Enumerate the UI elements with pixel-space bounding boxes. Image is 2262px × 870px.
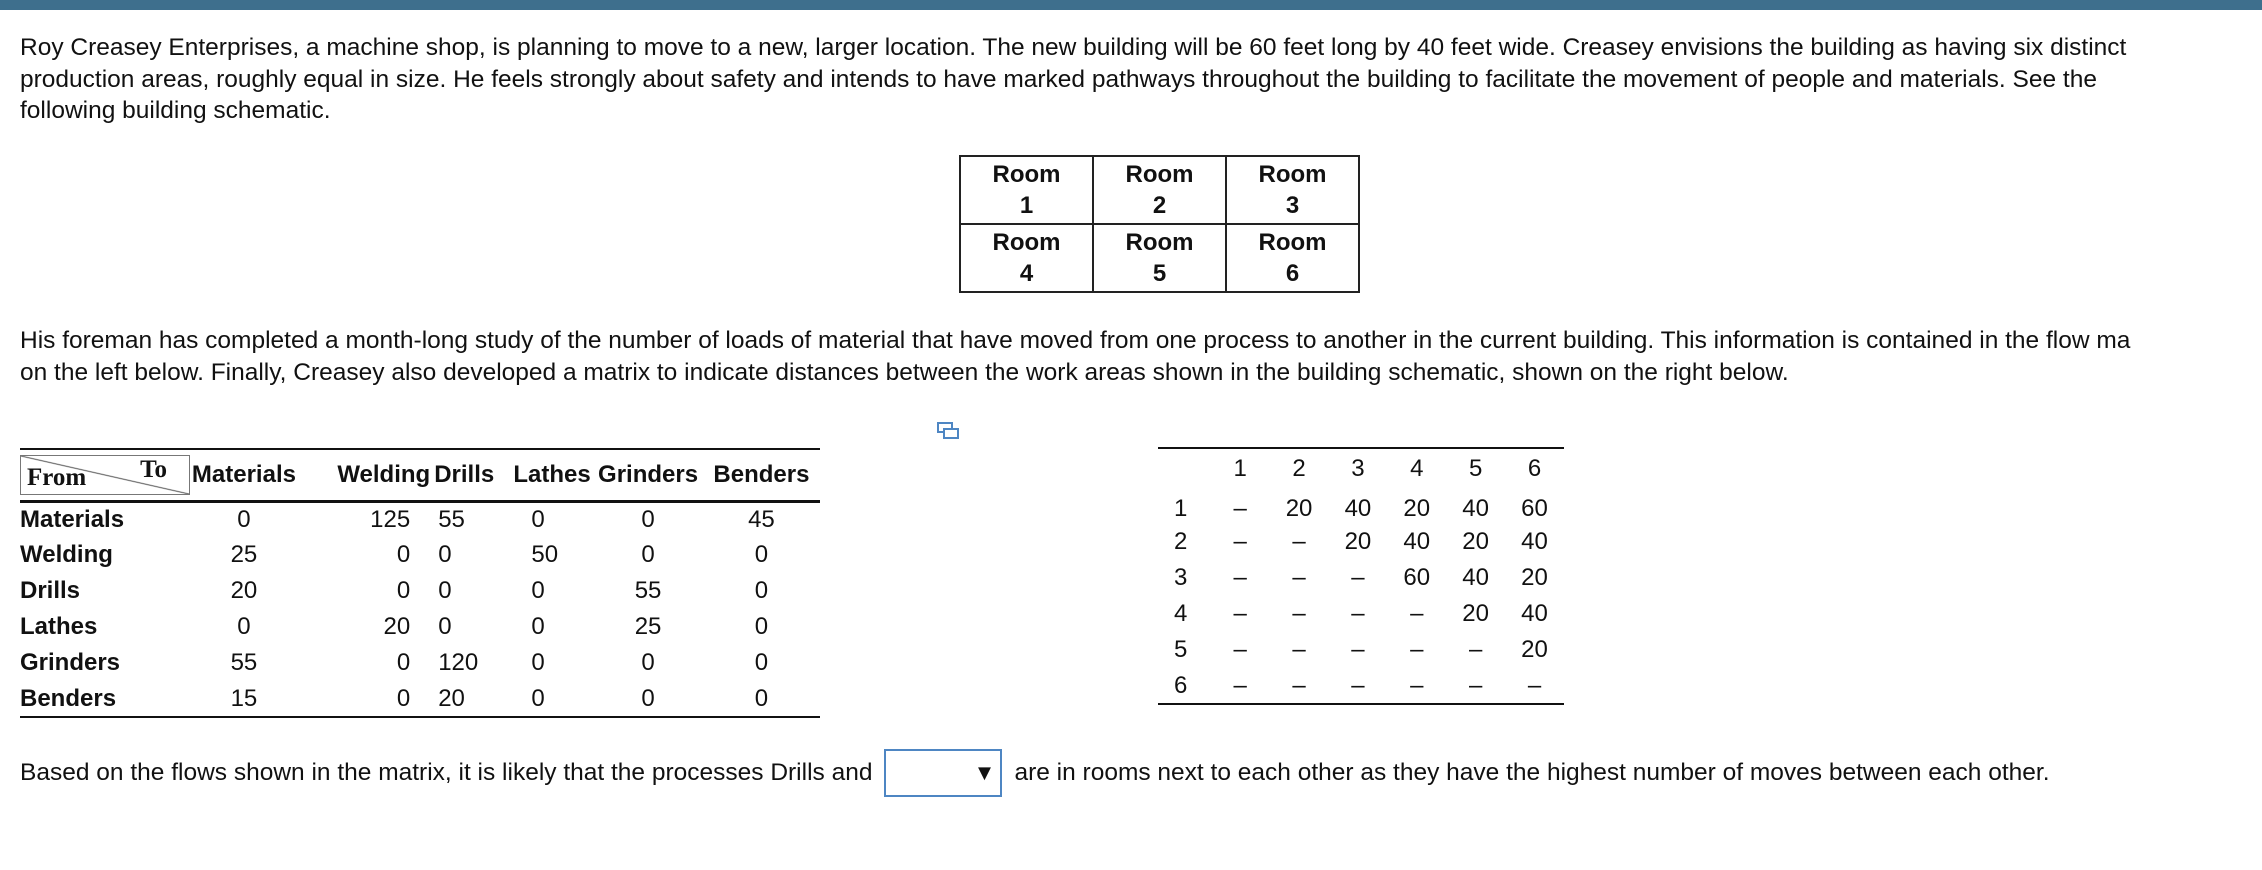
distance-cell: 40: [1462, 564, 1489, 591]
flow-cell: 0: [513, 681, 593, 717]
distance-cell: –: [1351, 636, 1365, 663]
distance-cell: 20: [1344, 528, 1372, 555]
flow-cell: 0: [438, 613, 452, 640]
column-header: Benders: [703, 449, 820, 501]
column-header: Lathes: [513, 449, 593, 501]
dropdown-arrow-icon[interactable]: ▼: [973, 760, 996, 785]
room-5: Room 5: [1093, 224, 1226, 292]
question-text-before: Based on the flows shown in the matrix, it is likely that the processes Drills and: [20, 759, 873, 786]
distance-cell: –: [1233, 600, 1247, 627]
distance-cell: 20: [1285, 495, 1313, 522]
distance-cell: –: [1233, 528, 1247, 555]
flow-cell: 0: [754, 613, 769, 640]
flow-cell: 0: [754, 649, 769, 676]
intro-line: production areas, roughly equal in size. He feels strongly about safety and intends to have marked pathways throughout the building to facilitate the movement of people and materials. See the: [20, 65, 2097, 93]
answer-dropdown[interactable]: [884, 749, 1002, 797]
flow-matrix: [20, 448, 820, 718]
flow-cell: 0: [296, 681, 434, 717]
column-header: 4: [1410, 454, 1424, 482]
flow-cell: 55: [438, 505, 465, 533]
column-header: Drills: [434, 449, 513, 501]
distance-cell: –: [1351, 600, 1365, 627]
distance-cell: –: [1211, 668, 1270, 704]
row-label: 2: [1174, 528, 1188, 555]
intro-line: following building schematic.: [20, 97, 331, 124]
distance-cell: –: [1446, 668, 1505, 704]
flow-cell: 20: [434, 681, 513, 717]
flow-cell: 0: [237, 505, 251, 533]
table-row: [1158, 524, 1564, 560]
flow-cell: 0: [641, 505, 655, 533]
column-header: 1: [1233, 454, 1247, 482]
from-to-header: [20, 449, 192, 501]
row-label: Materials: [20, 505, 125, 533]
row-label: Grinders: [20, 649, 121, 676]
intro-paragraph: [20, 32, 2262, 127]
row-label: 1: [1174, 495, 1188, 522]
room-6: Room 6: [1226, 224, 1359, 292]
question-line: [20, 748, 2050, 798]
row-label: 4: [1174, 600, 1188, 627]
distance-cell: –: [1351, 564, 1365, 591]
flow-cell: 0: [641, 541, 655, 568]
flow-cell: 0: [641, 649, 655, 676]
row-label: 3: [1174, 564, 1188, 591]
distance-cell: –: [1292, 600, 1306, 627]
distance-cell: –: [1233, 564, 1247, 591]
distance-cell: –: [1468, 636, 1483, 663]
distance-cell: –: [1292, 528, 1306, 555]
table-row: [1158, 632, 1564, 668]
foreman-paragraph: [20, 325, 2262, 388]
flow-cell: 0: [593, 681, 703, 717]
row-label: 6: [1158, 668, 1211, 704]
building-schematic: [959, 155, 1360, 293]
flow-cell: 0: [396, 541, 411, 568]
flow-cell: 0: [703, 681, 820, 717]
from-label: From: [27, 463, 87, 491]
flow-cell: 55: [230, 649, 258, 676]
room-4: Room 4: [960, 224, 1093, 292]
table-row: [1158, 488, 1564, 524]
question-text-after: are in rooms next to each other as they have the highest number of moves between each other.: [1014, 759, 2050, 786]
flow-cell: 25: [634, 613, 662, 640]
distance-cell: –: [1233, 636, 1247, 663]
flow-cell: 0: [531, 577, 545, 604]
distance-matrix: [1158, 447, 1564, 705]
flow-cell: 0: [237, 613, 251, 640]
distance-cell: 40: [1462, 495, 1489, 522]
column-header: 6: [1527, 454, 1542, 482]
flow-cell: 55: [634, 577, 662, 604]
flow-cell: 25: [230, 541, 258, 568]
flow-cell: 45: [748, 505, 775, 533]
flow-cell: 120: [438, 649, 479, 676]
flow-cell: 20: [230, 577, 258, 604]
distance-cell: 40: [1521, 600, 1548, 627]
distance-cell: –: [1292, 564, 1306, 591]
column-header: Grinders: [593, 449, 703, 501]
table-row: [1158, 668, 1564, 704]
flow-cell: 50: [531, 541, 559, 568]
flow-cell: 0: [396, 577, 411, 604]
flow-cell: 0: [531, 649, 545, 676]
flow-cell: 0: [531, 505, 545, 533]
row-label: Welding: [20, 541, 113, 568]
corner-cell: [1158, 448, 1211, 488]
flow-cell: 15: [192, 681, 296, 717]
table-row: [20, 501, 820, 537]
flow-cell: 0: [754, 577, 769, 604]
row-label: Benders: [20, 681, 192, 717]
distance-cell: –: [1292, 636, 1306, 663]
to-label: To: [140, 455, 167, 483]
flow-cell: 0: [438, 541, 452, 568]
table-row: [20, 645, 820, 681]
distance-cell: 60: [1521, 495, 1548, 522]
column-header: 2: [1292, 454, 1306, 482]
table-row: [20, 537, 820, 573]
table-row: [1158, 596, 1564, 632]
flow-cell: 20: [383, 613, 411, 640]
distance-cell: 20: [1521, 564, 1548, 591]
distance-cell: 40: [1344, 495, 1372, 522]
table-row: [20, 609, 820, 645]
distance-cell: 20: [1462, 600, 1489, 627]
table-row: [20, 681, 820, 717]
distance-cell: –: [1387, 668, 1446, 704]
distance-cell: 40: [1521, 528, 1548, 555]
distance-cell: –: [1233, 495, 1247, 522]
distance-cell: 40: [1403, 528, 1431, 555]
table-row: [20, 573, 820, 609]
top-accent-bar: [0, 0, 2262, 10]
distance-cell: 20: [1521, 636, 1548, 663]
column-header: 3: [1351, 454, 1365, 482]
distance-cell: –: [1328, 668, 1387, 704]
row-label: Lathes: [20, 613, 98, 640]
room-2: Room 2: [1093, 156, 1226, 224]
flow-cell: 0: [531, 613, 545, 640]
room-1: Room 1: [960, 156, 1093, 224]
row-label: Drills: [20, 577, 81, 604]
table-row: [1158, 560, 1564, 596]
room-3: Room 3: [1226, 156, 1359, 224]
distance-cell: –: [1410, 636, 1424, 663]
flow-cell: 0: [754, 541, 769, 568]
intro-line: Roy Creasey Enterprises, a machine shop, is planning to move to a new, larger location. The new building will be 60 feet long by 40 feet wide. Creasey envisions the building as having six distinct: [20, 34, 2127, 61]
distance-cell: –: [1505, 668, 1564, 704]
distance-cell: 60: [1403, 564, 1431, 591]
flow-cell: 0: [438, 577, 452, 604]
distance-cell: –: [1270, 668, 1329, 704]
column-header: Materials: [192, 449, 296, 501]
column-header: 5: [1468, 454, 1483, 482]
foreman-line: on the left below. Finally, Creasey also developed a matrix to indicate distances between the work areas shown in the building schematic, shown on the right below.: [20, 358, 1789, 386]
flow-cell: 0: [396, 649, 411, 676]
copy-data-icon[interactable]: [937, 422, 959, 440]
distance-cell: 20: [1462, 528, 1489, 555]
foreman-line: His foreman has completed a month-long study of the number of loads of material that have moved from one process to another in the current building. This information is contained in the flow ma: [20, 327, 2131, 354]
distance-cell: 20: [1403, 495, 1431, 522]
column-header: Welding: [296, 449, 434, 501]
flow-cell: 125: [370, 505, 411, 533]
distance-cell: –: [1410, 600, 1424, 627]
row-label: 5: [1174, 636, 1188, 663]
